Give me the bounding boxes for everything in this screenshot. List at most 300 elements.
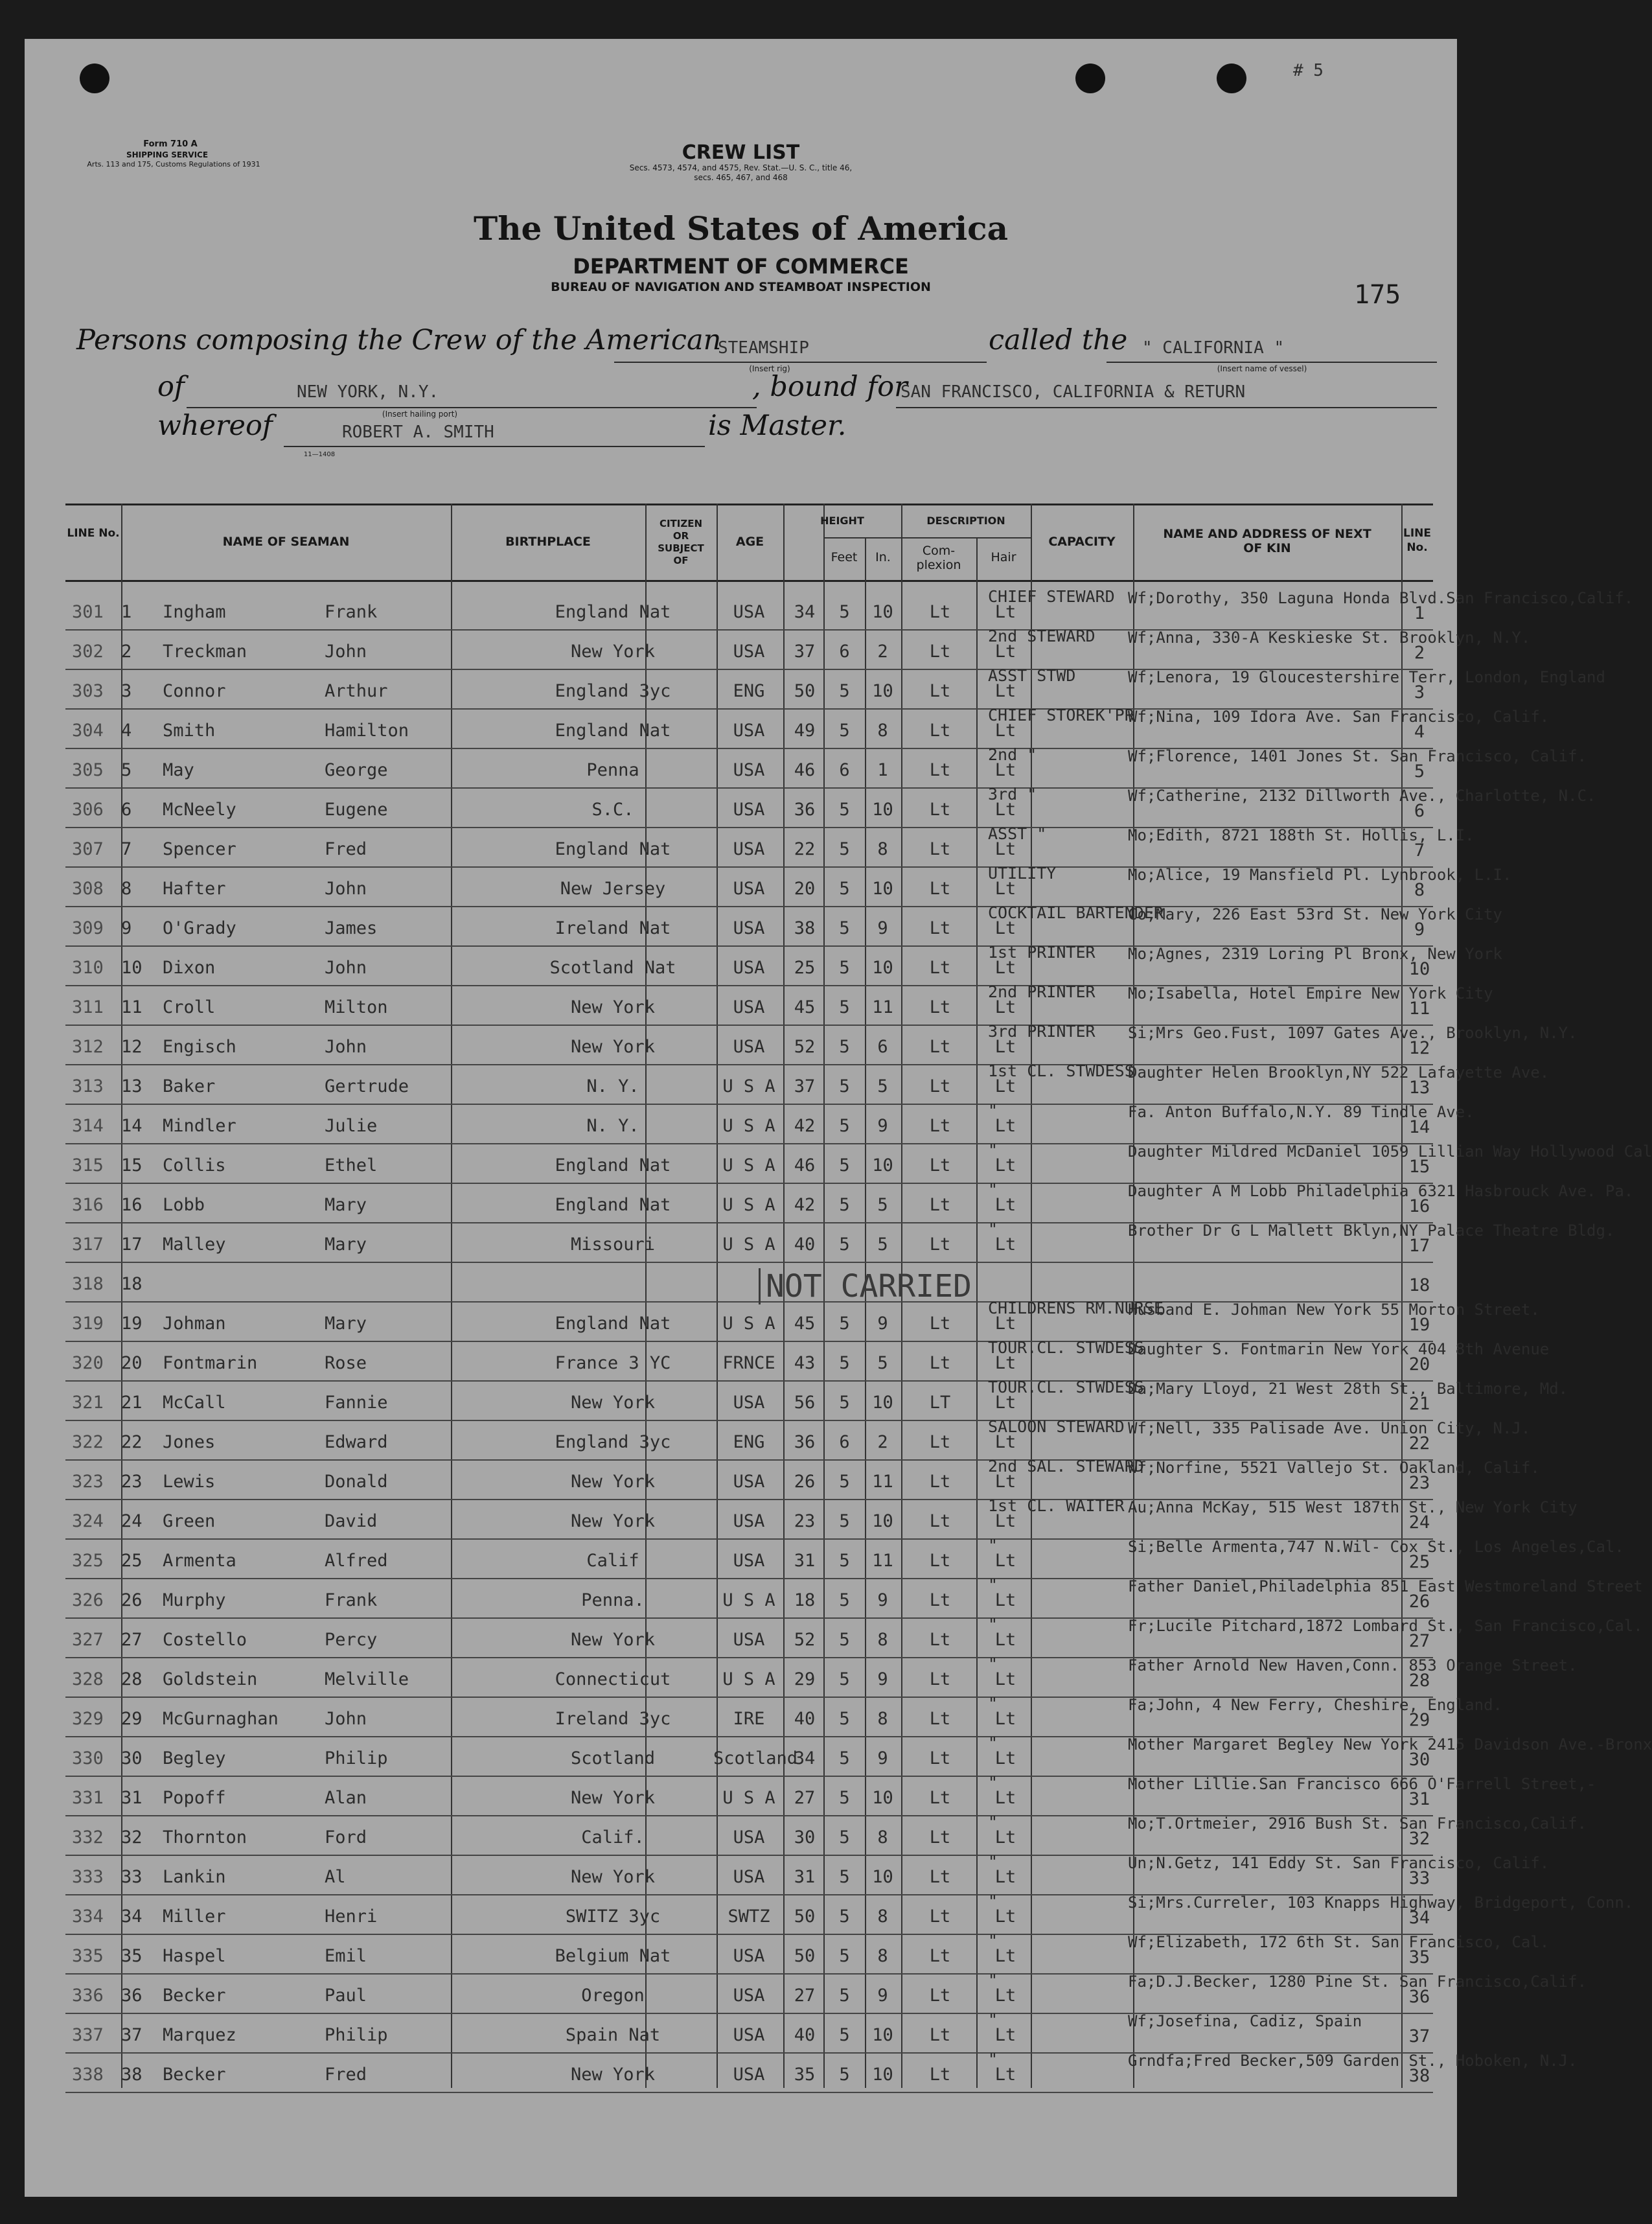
- line-number: 38: [121, 2065, 143, 2085]
- rig-value: STEAMSHIP: [718, 338, 809, 358]
- hair: Lt: [994, 1709, 1016, 1729]
- capacity: 3rd ": [988, 785, 1037, 804]
- birthplace: New Jersey: [560, 879, 666, 899]
- seaman-surname: Armenta: [163, 1551, 236, 1571]
- line-number-right: 13: [1408, 1078, 1430, 1098]
- height-feet: 5: [839, 1393, 850, 1413]
- vessel-name: " CALIFORNIA ": [1142, 338, 1285, 358]
- hair: Lt: [994, 1037, 1016, 1057]
- age: 46: [794, 760, 816, 780]
- age: 18: [794, 1590, 816, 1610]
- seaman-given-name: John: [325, 1037, 367, 1057]
- seaman-surname: Mindler: [163, 1116, 236, 1136]
- crew-row: [65, 1338, 1550, 1382]
- crew-row: [65, 1180, 1634, 1223]
- citizenship: USA: [733, 642, 765, 662]
- seaman-surname: Becker: [163, 2065, 226, 2085]
- complexion: Lt: [929, 1195, 951, 1215]
- age: 27: [794, 1986, 816, 2006]
- seaman-given-name: Alan: [325, 1788, 367, 1808]
- line-number-right: 9: [1414, 920, 1425, 940]
- complexion: Lt: [929, 1432, 951, 1452]
- crew-number: 335: [72, 1946, 104, 1966]
- line-number: 18: [121, 1274, 143, 1294]
- seaman-surname: O'Grady: [163, 918, 236, 938]
- line-number-right: 23: [1408, 1473, 1430, 1493]
- next-of-kin: Mo;Edith, 8721 188th St. Hollis, L.I.: [1128, 826, 1474, 844]
- citizenship: USA: [733, 879, 765, 899]
- col-citizen: CITIZEN OR SUBJECT OF: [658, 518, 704, 566]
- capacity: ": [988, 1971, 998, 1989]
- line-number-right: 20: [1408, 1354, 1430, 1374]
- height-inches: 10: [872, 681, 893, 701]
- hair: Lt: [994, 997, 1016, 1017]
- crew-row: [65, 1892, 1634, 1935]
- seaman-surname: Marquez: [163, 2025, 236, 2045]
- crew-row: [65, 745, 1587, 789]
- line-number: 15: [121, 1155, 143, 1176]
- next-of-kin: Wf;Norfine, 5521 Vallejo St. Oakland, Calif.: [1128, 1459, 1540, 1477]
- next-of-kin: Co;Mary, 226 East 53rd St. New York City: [1128, 905, 1502, 923]
- bound-for-label: , bound for: [752, 371, 908, 403]
- height-feet: 5: [839, 1590, 850, 1610]
- line-number: 37: [121, 2025, 143, 2045]
- citizenship: USA: [733, 2025, 765, 2045]
- line-number: 5: [121, 760, 132, 780]
- citizenship: U S A: [722, 1116, 775, 1136]
- seaman-given-name: Emil: [325, 1946, 367, 1966]
- hair: Lt: [994, 879, 1016, 899]
- citizenship: USA: [733, 1946, 765, 1966]
- crew-number: 303: [72, 681, 104, 701]
- capacity: CHIEF STOREK'PR: [988, 706, 1134, 724]
- next-of-kin: Wf;Florence, 1401 Jones St. San Francisco, Calif.: [1128, 747, 1587, 765]
- next-of-kin: Father Arnold New Haven,Conn. 853 Orange Street.: [1128, 1656, 1577, 1674]
- next-of-kin: Mother Lillie.San Francisco 666 O'Farrell Street,-: [1128, 1775, 1596, 1793]
- capacity: ": [988, 1141, 998, 1159]
- height-feet: 5: [839, 2065, 850, 2085]
- crew-row: [65, 824, 1474, 868]
- line-number-right: 19: [1408, 1315, 1430, 1335]
- next-of-kin: Wf;Elizabeth, 172 6th St. San Francisco, Cal.: [1128, 1933, 1550, 1951]
- crew-row: [65, 1101, 1474, 1144]
- next-of-kin: Un;N.Getz, 141 Eddy St. San Francisco, Calif.: [1128, 1854, 1550, 1872]
- capacity: ": [988, 1813, 998, 1831]
- birthplace: New York: [570, 997, 656, 1017]
- capacity: COCKTAIL BARTENDER: [988, 903, 1164, 922]
- punch-hole: [1075, 64, 1105, 93]
- complexion: Lt: [929, 958, 951, 978]
- line-number: 2: [121, 642, 132, 662]
- height-inches: 9: [877, 1590, 888, 1610]
- citizenship: U S A: [722, 1788, 775, 1808]
- age: 50: [794, 681, 816, 701]
- birthplace: New York: [570, 1472, 656, 1492]
- height-feet: 5: [839, 1788, 850, 1808]
- capacity: 1st PRINTER: [988, 943, 1096, 962]
- height-inches: 9: [877, 1669, 888, 1689]
- complexion: Lt: [929, 681, 951, 701]
- line-number: 4: [121, 721, 132, 741]
- complexion: Lt: [929, 1511, 951, 1531]
- seaman-surname: Jones: [163, 1432, 216, 1452]
- next-of-kin: Wf;Lenora, 19 Gloucestershire Terr, London, England: [1128, 668, 1605, 686]
- complexion: Lt: [929, 1946, 951, 1966]
- age: 52: [794, 1630, 816, 1650]
- height-feet: 5: [839, 1827, 850, 1848]
- seaman-surname: Dixon: [163, 958, 216, 978]
- height-inches: 10: [872, 1788, 893, 1808]
- hair: Lt: [994, 1590, 1016, 1610]
- height-feet: 5: [839, 1986, 850, 2006]
- next-of-kin: Daughter S. Fontmarin New York 404 8th Avenue: [1128, 1340, 1550, 1358]
- crew-number: 311: [72, 997, 104, 1017]
- country-heading: The United States of America: [473, 209, 1009, 248]
- statute-ref: Secs. 4573, 4574, and 4575, Rev. Stat.—U. S. C., title 46,: [629, 163, 853, 172]
- citizenship: U S A: [722, 1669, 775, 1689]
- next-of-kin: Grndfa;Fred Becker,509 Garden St., Hoboken, N.J.: [1128, 2052, 1577, 2070]
- seaman-given-name: Edward: [325, 1432, 388, 1452]
- line-number-right: 29: [1408, 1710, 1430, 1730]
- line-number-right: 21: [1408, 1394, 1430, 1414]
- crew-row: [65, 2050, 1577, 2093]
- age: 40: [794, 1234, 816, 1255]
- birthplace: Scotland Nat: [549, 958, 676, 978]
- page-number: 175: [1354, 280, 1401, 310]
- hair: Lt: [994, 1155, 1016, 1176]
- master-name: ROBERT A. SMITH: [342, 423, 494, 442]
- line-number-right: 5: [1414, 761, 1425, 782]
- line-number: 28: [121, 1669, 143, 1689]
- col-feet: Feet: [831, 550, 858, 564]
- next-of-kin: Mo;Alice, 19 Mansfield Pl. Lynbrook, L.I.: [1128, 866, 1512, 884]
- seaman-given-name: Alfred: [325, 1551, 388, 1571]
- seaman-surname: Becker: [163, 1986, 226, 2006]
- age: 27: [794, 1788, 816, 1808]
- line-number-right: 14: [1408, 1117, 1430, 1137]
- seaman-given-name: Donald: [325, 1472, 388, 1492]
- next-of-kin: Si;Mrs.Curreler, 103 Knapps Highway, Bridgeport, Conn.: [1128, 1894, 1634, 1912]
- seaman-given-name: Fred: [325, 2065, 367, 2085]
- seaman-surname: McCall: [163, 1393, 226, 1413]
- birthplace: New York: [570, 1037, 656, 1057]
- line-number: 17: [121, 1234, 143, 1255]
- height-feet: 5: [839, 1669, 850, 1689]
- line-number: 1: [121, 602, 132, 622]
- birthplace: Calif: [586, 1551, 639, 1571]
- seaman-surname: Costello: [163, 1630, 247, 1650]
- age: 31: [794, 1551, 816, 1571]
- height-feet: 6: [839, 642, 850, 662]
- height-feet: 5: [839, 1906, 850, 1927]
- height-inches: 9: [877, 918, 888, 938]
- complexion: Lt: [929, 721, 951, 741]
- citizenship: Scotland: [713, 1748, 798, 1768]
- line-number-right: 18: [1408, 1275, 1430, 1295]
- height-inches: 5: [877, 1353, 888, 1373]
- citizenship: USA: [733, 839, 765, 859]
- crew-row: [65, 1852, 1550, 1895]
- citizenship: ENG: [733, 1432, 765, 1452]
- height-feet: 6: [839, 760, 850, 780]
- crew-line-label: Persons composing the Crew of the American: [76, 324, 722, 356]
- crew-number: 313: [72, 1076, 104, 1096]
- line-number: 35: [121, 1946, 143, 1966]
- hair: Lt: [994, 958, 1016, 978]
- birthplace: New York: [570, 1511, 656, 1531]
- crew-number: 326: [72, 1590, 104, 1610]
- seaman-given-name: Frank: [325, 602, 378, 622]
- height-inches: 11: [872, 1472, 893, 1492]
- crew-row: [65, 1773, 1596, 1816]
- complexion: Lt: [929, 1867, 951, 1887]
- capacity: ": [988, 2010, 998, 2029]
- crew-number: 309: [72, 918, 104, 938]
- next-of-kin: Mo;Isabella, Hotel Empire New York City: [1128, 984, 1493, 1002]
- crew-row: [65, 1615, 1643, 1658]
- crew-number: 324: [72, 1511, 104, 1531]
- crew-number: 322: [72, 1432, 104, 1452]
- line-number: 16: [121, 1195, 143, 1215]
- port-hint: (Insert hailing port): [382, 410, 458, 419]
- citizenship: U S A: [722, 1314, 775, 1334]
- next-of-kin: Mo;Agnes, 2319 Loring Pl Bronx, New York: [1128, 945, 1502, 963]
- line-number-right: 15: [1408, 1157, 1430, 1177]
- line-number-right: 24: [1408, 1512, 1430, 1533]
- age: 50: [794, 1906, 816, 1927]
- capacity: 1st CL. STWDESS: [988, 1061, 1134, 1080]
- line-number: 27: [121, 1630, 143, 1650]
- capacity: CHIEF STEWARD: [988, 587, 1115, 606]
- capacity: ": [988, 1654, 998, 1673]
- crew-number: 305: [72, 760, 104, 780]
- line-number: 33: [121, 1867, 143, 1887]
- citizenship: USA: [733, 602, 765, 622]
- seaman-given-name: Melville: [325, 1669, 409, 1689]
- complexion: Lt: [929, 997, 951, 1017]
- line-number-right: 11: [1408, 999, 1430, 1019]
- crew-number: 301: [72, 602, 104, 622]
- crew-row: [65, 1061, 1550, 1105]
- age: 42: [794, 1116, 816, 1136]
- birthplace: Penna: [586, 760, 639, 780]
- seaman-surname: Johman: [163, 1314, 226, 1334]
- height-inches: 11: [872, 997, 893, 1017]
- age: 29: [794, 1669, 816, 1689]
- col-height: HEIGHT: [820, 515, 864, 527]
- next-of-kin: Daughter Mildred McDaniel 1059 Lillian Way Hollywood Cal: [1128, 1142, 1652, 1161]
- height-inches: 9: [877, 1116, 888, 1136]
- seaman-surname: Murphy: [163, 1590, 226, 1610]
- height-feet: 5: [839, 1551, 850, 1571]
- seaman-surname: Malley: [163, 1234, 226, 1255]
- next-of-kin: Fa;John, 4 New Ferry, Cheshire, England.: [1128, 1696, 1502, 1714]
- height-inches: 5: [877, 1076, 888, 1096]
- complexion: Lt: [929, 1630, 951, 1650]
- citizenship: USA: [733, 1551, 765, 1571]
- capacity: CHILDRENS RM.NURSE: [988, 1299, 1164, 1317]
- seaman-given-name: Rose: [325, 1353, 367, 1373]
- citizenship: USA: [733, 2065, 765, 2085]
- crew-row: [65, 1654, 1577, 1698]
- complexion: Lt: [929, 1116, 951, 1136]
- seaman-given-name: Mary: [325, 1234, 367, 1255]
- line-number: 32: [121, 1827, 143, 1848]
- line-number: 13: [121, 1076, 143, 1096]
- crew-row: [65, 943, 1502, 986]
- hair: Lt: [994, 681, 1016, 701]
- crew-row: [65, 1457, 1540, 1500]
- height-inches: 8: [877, 1946, 888, 1966]
- capacity: ": [988, 1694, 998, 1713]
- col-line-no: LINE No.: [67, 527, 120, 540]
- birthplace: Penna.: [581, 1590, 645, 1610]
- seaman-given-name: Al: [325, 1867, 346, 1887]
- hair: Lt: [994, 1946, 1016, 1966]
- height-feet: 5: [839, 1037, 850, 1057]
- height-feet: 5: [839, 1709, 850, 1729]
- crew-number: 330: [72, 1748, 104, 1768]
- height-feet: 5: [839, 800, 850, 820]
- hair: Lt: [994, 839, 1016, 859]
- height-feet: 5: [839, 918, 850, 938]
- birthplace: New York: [570, 642, 656, 662]
- complexion: Lt: [929, 918, 951, 938]
- hair: Lt: [994, 1314, 1016, 1334]
- age: 25: [794, 958, 816, 978]
- next-of-kin: Wf;Catherine, 2132 Dillworth Ave., Charlotte, N.C.: [1128, 787, 1596, 805]
- complexion: Lt: [929, 839, 951, 859]
- page-mark: # 5: [1293, 61, 1324, 80]
- col-description: DESCRIPTION: [926, 515, 1005, 527]
- bureau-heading: BUREAU OF NAVIGATION AND STEAMBOAT INSPECTION: [551, 280, 931, 294]
- next-of-kin: Au;Anna McKay, 515 West 187th St., New York City: [1128, 1498, 1577, 1516]
- capacity: ": [988, 1733, 998, 1752]
- line-number: 7: [121, 839, 132, 859]
- seaman-given-name: George: [325, 760, 388, 780]
- line-number-right: 35: [1408, 1947, 1430, 1967]
- height-inches: 1: [877, 760, 888, 780]
- age: 36: [794, 800, 816, 820]
- birthplace: Calif.: [581, 1827, 645, 1848]
- age: 49: [794, 721, 816, 741]
- crew-row: [65, 864, 1512, 907]
- line-number-right: 28: [1408, 1671, 1430, 1691]
- seaman-surname: Smith: [163, 721, 216, 741]
- hair: Lt: [994, 918, 1016, 938]
- hair: Lt: [994, 2065, 1016, 2085]
- seaman-given-name: Percy: [325, 1630, 378, 1650]
- seaman-given-name: Henri: [325, 1906, 378, 1927]
- line-number: 26: [121, 1590, 143, 1610]
- line-number-right: 25: [1408, 1552, 1430, 1572]
- line-number-right: 1: [1414, 603, 1425, 623]
- age: 37: [794, 1076, 816, 1096]
- seaman-given-name: Julie: [325, 1116, 378, 1136]
- line-number: 22: [121, 1432, 143, 1452]
- age: 52: [794, 1037, 816, 1057]
- crew-row: [65, 2012, 1433, 2054]
- capacity: ": [988, 2050, 998, 2068]
- height-inches: 9: [877, 1314, 888, 1334]
- height-feet: 5: [839, 1155, 850, 1176]
- height-feet: 5: [839, 681, 850, 701]
- hair: Lt: [994, 602, 1016, 622]
- complexion: Lt: [929, 1234, 951, 1255]
- capacity: ": [988, 1892, 998, 1910]
- crew-row: [65, 785, 1596, 828]
- crew-row: [65, 1931, 1550, 1975]
- citizenship: USA: [733, 997, 765, 1017]
- age: 35: [794, 2065, 816, 2085]
- next-of-kin: Fa. Anton Buffalo,N.Y. 89 Tindle Ave.: [1128, 1103, 1474, 1121]
- birthplace: England 3yc: [555, 1432, 671, 1452]
- col-hair: Hair: [991, 550, 1016, 564]
- citizenship: U S A: [722, 1076, 775, 1096]
- hair: Lt: [994, 1076, 1016, 1096]
- next-of-kin: Daughter A M Lobb Philadelphia 6321 Hasbrouck Ave. Pa.: [1128, 1182, 1634, 1200]
- seaman-surname: McGurnaghan: [163, 1709, 279, 1729]
- birthplace: Ireland 3yc: [555, 1709, 671, 1729]
- height-feet: 5: [839, 1116, 850, 1136]
- seaman-given-name: Hamilton: [325, 721, 409, 741]
- line-number: 3: [121, 681, 132, 701]
- hair: Lt: [994, 1986, 1016, 2006]
- hair: Lt: [994, 1353, 1016, 1373]
- crew-number: 331: [72, 1788, 104, 1808]
- crew-row: [65, 1536, 1624, 1579]
- height-feet: 5: [839, 1472, 850, 1492]
- line-number-right: 37: [1408, 2026, 1430, 2046]
- seaman-surname: Baker: [163, 1076, 216, 1096]
- line-number: 30: [121, 1748, 143, 1768]
- complexion: Lt: [929, 760, 951, 780]
- vessel-hint: (Insert name of vessel): [1217, 364, 1307, 373]
- line-number: 20: [121, 1353, 143, 1373]
- age: 45: [794, 997, 816, 1017]
- crew-row: [65, 903, 1502, 947]
- line-number: 31: [121, 1788, 143, 1808]
- crew-number: 334: [72, 1906, 104, 1927]
- hair: Lt: [994, 1748, 1016, 1768]
- crew-row: [65, 1378, 1568, 1421]
- complexion: Lt: [929, 1827, 951, 1848]
- height-inches: 8: [877, 839, 888, 859]
- height-inches: 10: [872, 2025, 893, 2045]
- crew-row: [65, 1733, 1652, 1777]
- crew-number: 312: [72, 1037, 104, 1057]
- capacity: SALOON STEWARD: [988, 1417, 1125, 1436]
- col-line-no-right: LINE No.: [1403, 527, 1431, 554]
- height-feet: 5: [839, 1748, 850, 1768]
- height-feet: 5: [839, 1076, 850, 1096]
- seaman-surname: Collis: [163, 1155, 226, 1176]
- height-feet: 5: [839, 1511, 850, 1531]
- seaman-surname: May: [163, 760, 194, 780]
- form-arts: Arts. 113 and 175, Customs Regulations of 1931: [87, 160, 260, 168]
- birthplace: N. Y.: [586, 1116, 639, 1136]
- print-code: 11—1408: [303, 451, 336, 458]
- height-inches: 10: [872, 879, 893, 899]
- line-number-right: 31: [1408, 1789, 1430, 1809]
- age: 34: [794, 1748, 816, 1768]
- hair: Lt: [994, 1551, 1016, 1571]
- next-of-kin: Fa;D.J.Becker, 1280 Pine St. San Francisco,Calif.: [1128, 1973, 1587, 1991]
- crew-row: [65, 1299, 1540, 1342]
- complexion: Lt: [929, 800, 951, 820]
- citizenship: U S A: [722, 1590, 775, 1610]
- hair: Lt: [994, 1195, 1016, 1215]
